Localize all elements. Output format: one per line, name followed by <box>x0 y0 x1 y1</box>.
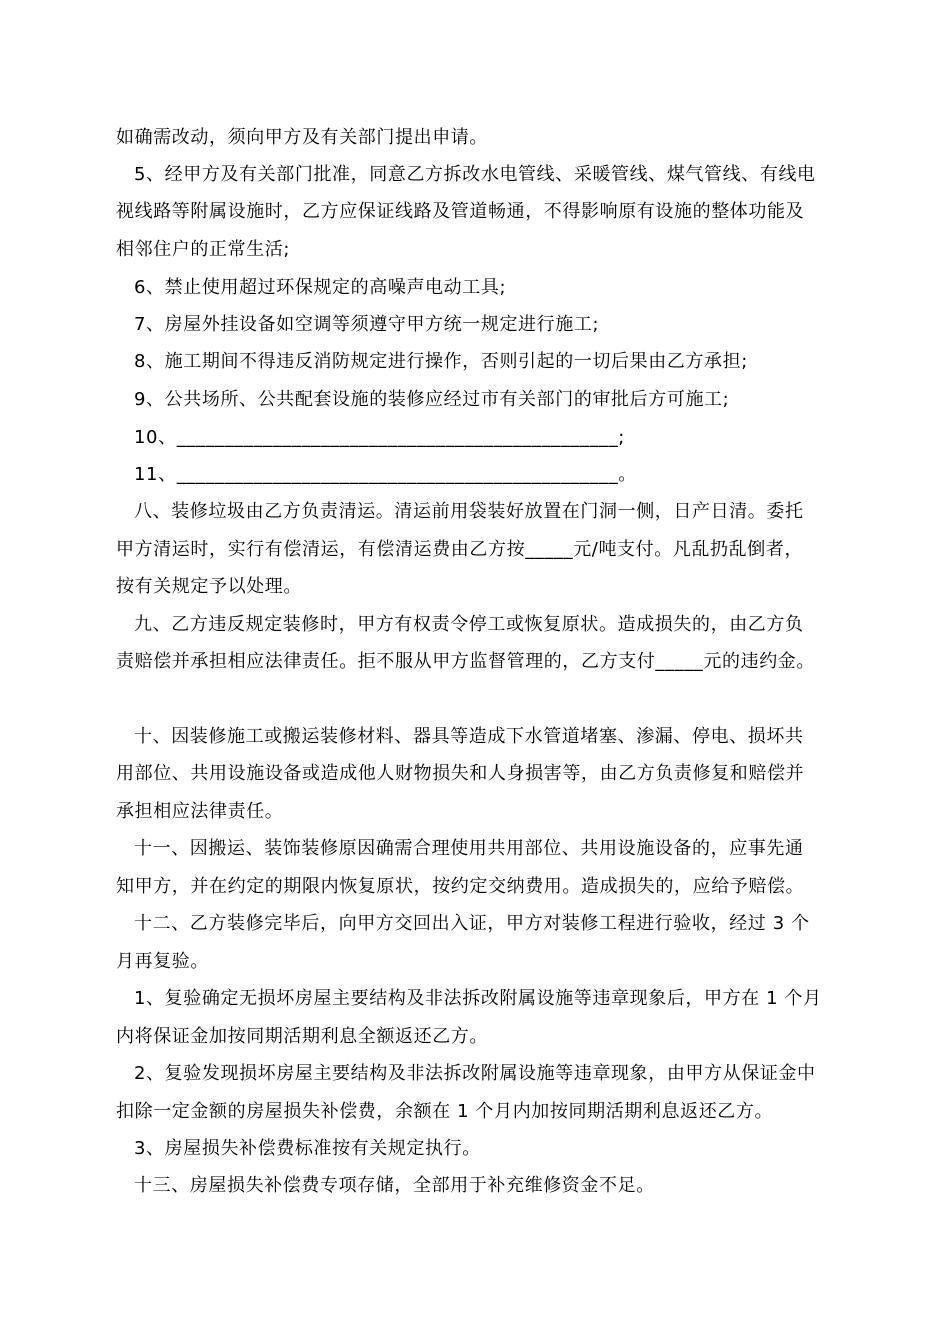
text-line: 1、复验确定无损坏房屋主要结构及非法拆改附属设施等违章现象后，甲方在 1 个月 <box>134 988 822 1009</box>
text-line: 10、______________________________________________; <box>134 427 625 448</box>
text-line: 九、乙方违反规定装修时，甲方有权责令停工或恢复原状。造成损失的，由乙方负 <box>134 614 804 635</box>
text-line: 5、经甲方及有关部门批准，同意乙方拆改水电管线、采暖管线、煤气管线、有线电 <box>134 164 816 185</box>
text-line: 11、______________________________________________。 <box>134 464 637 485</box>
text-line: 十三、房屋损失补偿费专项存储，全部用于补充维修资金不足。 <box>134 1175 655 1196</box>
text-line: 用部位、共用设施设备或造成他人财物损失和人身损害等，由乙方负责修复和赔偿并 <box>116 763 805 784</box>
text-line: 2、复验发现损坏房屋主要结构及非法拆改附属设施等违章现象，由甲方从保证金中 <box>134 1063 816 1084</box>
text-line: 相邻住户的正常生活; <box>116 239 291 260</box>
text-line: 月再复验。 <box>116 951 209 972</box>
text-line: 十一、因搬运、装饰装修原因确需合理使用共用部位、共用设施设备的，应事先通 <box>134 838 804 859</box>
text-line: 八、装修垃圾由乙方负责清运。清运前用袋装好放置在门洞一侧，日产日清。委托 <box>134 501 804 522</box>
text-line: 按有关规定予以处理。 <box>116 576 302 597</box>
text-line: 知甲方，并在约定的期限内恢复原状，按约定交纳费用。造成损失的，应给予赔偿。 <box>116 876 805 897</box>
text-line: 视线路等附属设施时，乙方应保证线路及管道畅通，不得影响原有设施的整体功能及 <box>116 201 805 222</box>
text-line: 9、公共场所、公共配套设施的装修应经过市有关部门的审批后方可施工; <box>134 389 730 410</box>
text-line: 6、禁止使用超过环保规定的高噪声电动工具; <box>134 277 507 298</box>
text-line: 8、施工期间不得违反消防规定进行操作，否则引起的一切后果由乙方承担; <box>134 351 748 372</box>
text-line: 3、房屋损失补偿费标准按有关规定执行。 <box>134 1138 481 1159</box>
text-line: 如确需改动，须向甲方及有关部门提出申请。 <box>116 127 488 148</box>
text-line: 十二、乙方装修完毕后，向甲方交回出入证，甲方对装修工程进行验收，经过 3 个 <box>134 913 810 934</box>
text-line: 内将保证金加按同期活期利息全额返还乙方。 <box>116 1026 488 1047</box>
text-line: 7、房屋外挂设备如空调等须遵守甲方统一规定进行施工; <box>134 314 600 335</box>
text-line: 甲方清运时，实行有偿清运，有偿清运费由乙方按_____元/吨支付。凡乱扔乱倒者， <box>116 539 804 560</box>
text-line: 承担相应法律责任。 <box>116 801 284 822</box>
text-line: 责赔偿并承担相应法律责任。拒不服从甲方监督管理的，乙方支付_____元的违约金。 <box>116 651 815 672</box>
text-line: 扣除一定金额的房屋损失补偿费，余额在 1 个月内加按同期活期利息返还乙方。 <box>116 1101 774 1122</box>
text-line: 十、因装修施工或搬运装修材料、器具等造成下水管道堵塞、渗漏、停电、损坏共 <box>134 726 804 747</box>
